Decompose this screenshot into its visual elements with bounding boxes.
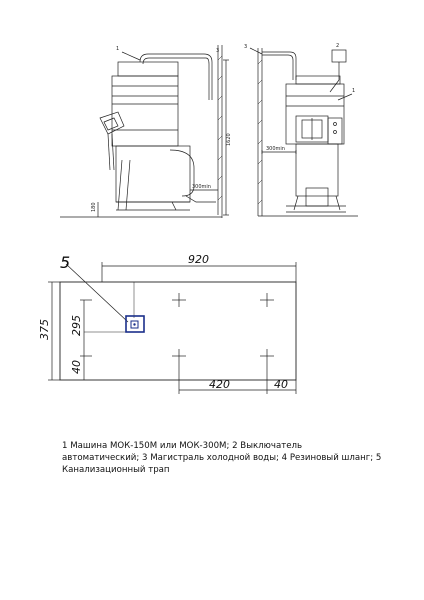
dim-side-base: 180 xyxy=(91,202,97,212)
callout-5: 5 xyxy=(60,253,71,272)
callout-2-front: 2 xyxy=(336,43,340,49)
caption-legend: 1 Машина МОК-150М или МОК-300М; 2 Выключатель автоматический; 3 Магистраль холодной воды; 4 Резиновый шланг; 5 Канализационный трап xyxy=(62,441,382,475)
callout-1-front: 1 xyxy=(352,88,356,94)
callout-3-front: 3 xyxy=(244,44,248,50)
front-elevation xyxy=(250,48,358,216)
callout-3-side: 3 xyxy=(216,48,220,54)
dim-spacing: 420 xyxy=(209,378,230,391)
dim-offset-y: 295 xyxy=(70,315,83,336)
dim-width: 920 xyxy=(188,253,209,266)
dim-side-depth: 300min xyxy=(192,184,211,190)
dim-margin-right: 40 xyxy=(274,378,288,391)
dim-front-depth: 300min xyxy=(266,146,285,152)
dim-margin-bottom: 40 xyxy=(70,360,83,374)
plan-view xyxy=(48,262,296,394)
drain-trap-symbol xyxy=(126,316,144,332)
dim-side-height: 1620 xyxy=(226,133,232,146)
side-elevation xyxy=(60,45,229,218)
callout-1-side: 1 xyxy=(116,46,120,52)
dim-depth: 375 xyxy=(38,319,51,340)
